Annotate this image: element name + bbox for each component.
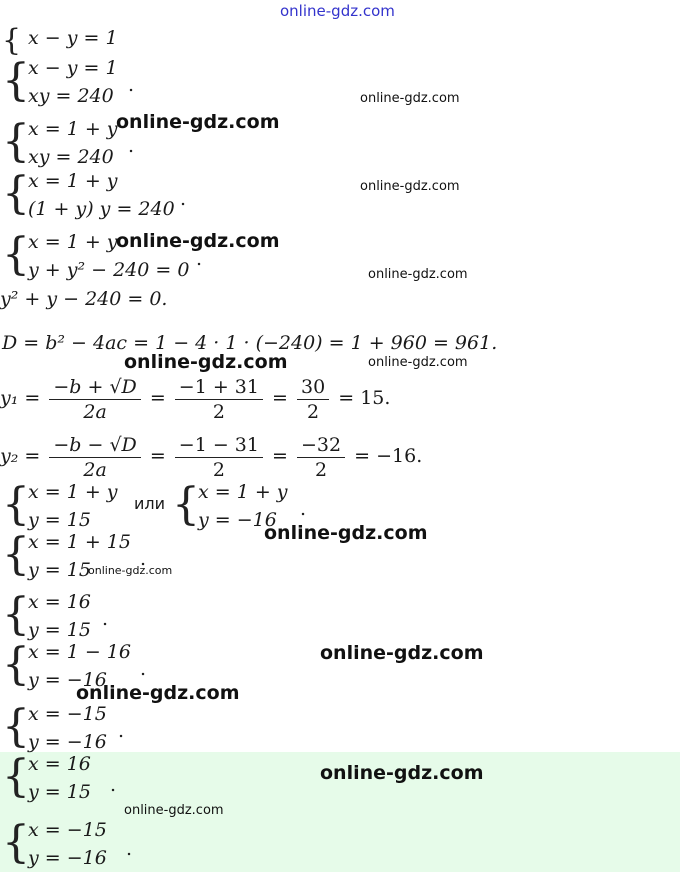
system-line: x = −15 <box>28 703 107 725</box>
brace-icon: { <box>2 751 30 802</box>
watermark[interactable]: online-gdz.com <box>124 803 224 818</box>
system-line: x = 16 <box>28 753 91 775</box>
period: . <box>110 774 117 796</box>
period: . <box>102 608 109 630</box>
system-12 <box>2 752 122 808</box>
watermark[interactable]: online-gdz.com <box>116 111 280 133</box>
watermark[interactable]: online-gdz.com <box>368 267 468 282</box>
period: . <box>140 548 147 570</box>
period: . <box>180 188 187 210</box>
watermark[interactable]: online-gdz.com <box>88 564 173 577</box>
brace-icon: { <box>2 168 30 219</box>
brace-icon: { <box>2 479 30 530</box>
system-line: x − y = 1 <box>28 27 118 49</box>
system-line: x − y = 1 <box>28 57 118 79</box>
period: . <box>140 658 147 680</box>
root-y2: y₂ = $\frac{-b - √D}{2a}$ = $\frac{-1 - 31}{2}$ = $\frac{-32}{2}$ = −16. <box>0 433 423 481</box>
system-2 <box>2 56 202 112</box>
watermark[interactable]: online-gdz.com <box>320 762 484 784</box>
system-line: x = 1 + 15 <box>28 531 131 553</box>
watermark[interactable]: online-gdz.com <box>360 179 460 194</box>
system-line: y = 15 <box>28 509 91 531</box>
period: . <box>196 248 203 270</box>
fraction: $\frac{-b - √D}{2a}$ <box>49 433 140 482</box>
system-line: y = −16 <box>28 847 107 869</box>
system-line: (1 + y) y = 240 <box>28 198 175 220</box>
y1-label: y₁ = <box>0 387 41 409</box>
system-line: x = 1 + y <box>28 481 118 503</box>
period: . <box>118 720 125 742</box>
fraction: $\frac{-1 + 31}{2}$ <box>175 375 263 424</box>
system-line: y = −16 <box>28 669 107 691</box>
brace-icon: { <box>2 529 30 580</box>
brace-icon: { <box>172 479 200 530</box>
system-line: x = −15 <box>28 819 107 841</box>
root-y1: y₁ = $\frac{-b + √D}{2a}$ = $\frac{-1 + 31}{2}$ = $\frac{30}{2}$ = 15. <box>0 375 391 423</box>
quadratic-equation: y² + y − 240 = 0. <box>0 288 168 310</box>
system-6 <box>2 480 132 536</box>
watermark[interactable]: online-gdz.com <box>368 355 468 370</box>
system-line: x = 1 + y <box>198 481 288 503</box>
system-line: x = 1 + y <box>28 231 118 253</box>
system-4 <box>2 169 222 225</box>
system-line: y = 15 <box>28 559 91 581</box>
brace-icon: { <box>2 55 30 106</box>
system-line: x = 1 − 16 <box>28 641 131 663</box>
system-line: y = 15 <box>28 781 91 803</box>
watermark[interactable]: online-gdz.com <box>116 230 280 252</box>
top-watermark[interactable]: online-gdz.com <box>280 2 395 20</box>
fraction: $\frac{-1 - 31}{2}$ <box>175 433 263 482</box>
system-line: xy = 240 <box>28 146 114 168</box>
brace-icon: { <box>2 639 30 690</box>
system-line: xy = 240 <box>28 85 114 107</box>
brace-icon: { <box>2 817 30 868</box>
period: . <box>126 838 133 860</box>
watermark[interactable]: online-gdz.com <box>320 642 484 664</box>
brace-icon: { <box>2 229 30 280</box>
system-13 <box>2 818 142 874</box>
fraction: $\frac{-32}{2}$ <box>297 433 345 482</box>
watermark[interactable]: online-gdz.com <box>124 351 288 373</box>
system-line: y = −16 <box>28 731 107 753</box>
watermark[interactable]: online-gdz.com <box>76 682 240 704</box>
period: . <box>128 135 135 157</box>
system-line: x = 16 <box>28 591 91 613</box>
system-line: y = −16 <box>198 509 277 531</box>
or-word: или <box>134 494 166 513</box>
fraction: $\frac{-b + √D}{2a}$ <box>49 375 140 424</box>
brace-icon: { <box>2 23 22 58</box>
system-line: x = 1 + y <box>28 118 118 140</box>
brace-icon: { <box>2 701 30 752</box>
watermark[interactable]: online-gdz.com <box>264 522 428 544</box>
y2-label: y₂ = <box>0 445 41 467</box>
discriminant-equation: D = b² − 4ac = 1 − 4 · 1 · (−240) = 1 + 960 = 961. <box>2 332 498 354</box>
system-8 <box>2 530 152 586</box>
watermark[interactable]: online-gdz.com <box>360 91 460 106</box>
system-line: y = 15 <box>28 619 91 641</box>
brace-icon: { <box>2 589 30 640</box>
fraction: $\frac{30}{2}$ <box>297 375 329 424</box>
period: . <box>300 498 307 520</box>
brace-icon: { <box>2 116 30 167</box>
system-line: y + y² − 240 = 0 <box>28 259 190 281</box>
system-line: x = 1 + y <box>28 170 118 192</box>
period: . <box>128 74 135 96</box>
